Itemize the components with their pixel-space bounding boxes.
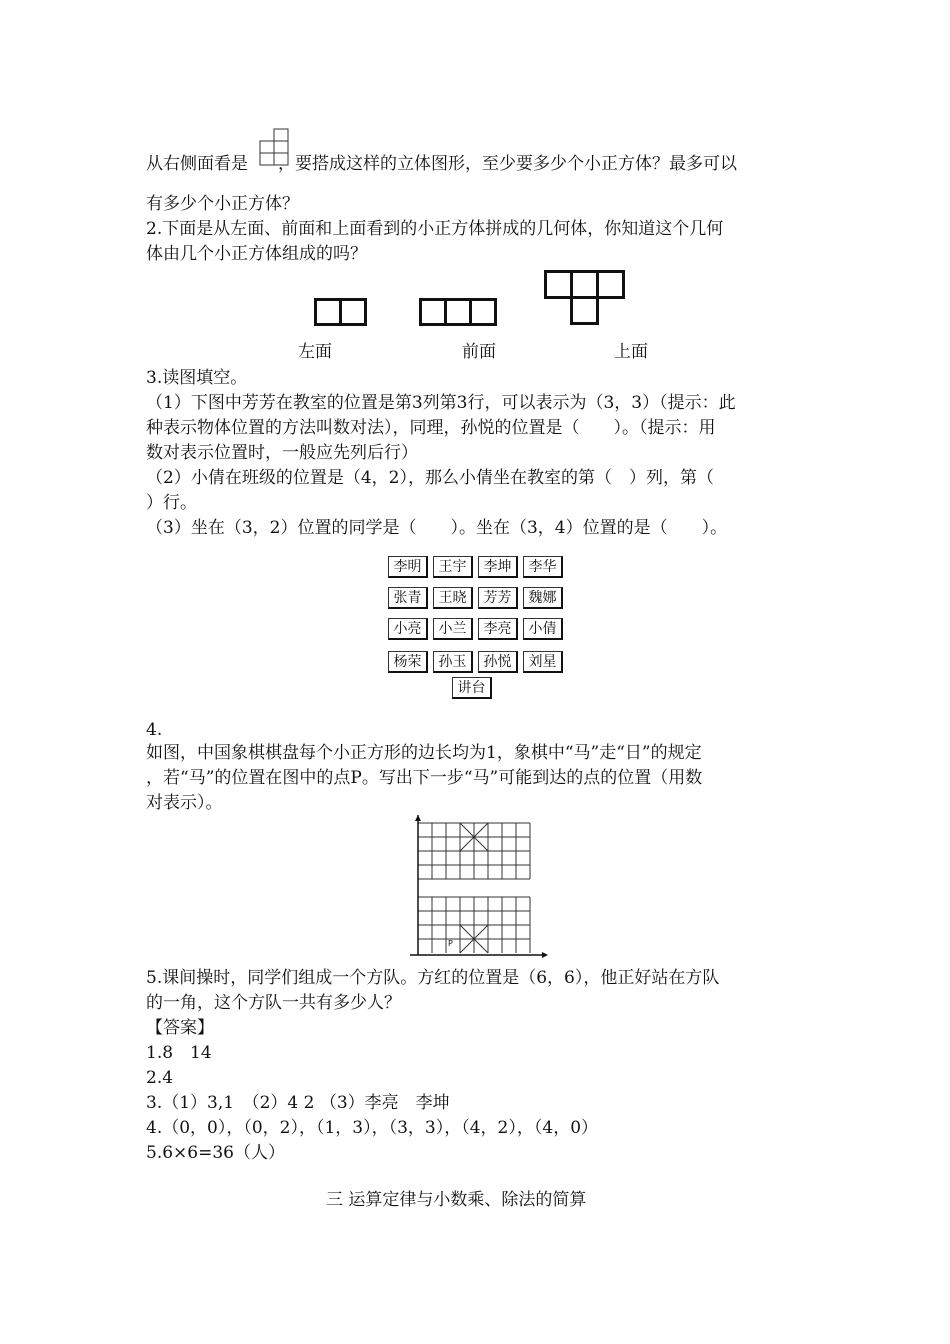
seating-chart xyxy=(388,556,568,702)
q4-line2: ，若“马”的位置在图中的点P。写出下一步“马”可能到达的点的位置（用数 xyxy=(146,768,703,788)
q3-p1-line3: 数对表示位置时，一般应先列后行） xyxy=(146,443,418,463)
front-view-figure xyxy=(419,298,499,328)
chess-board xyxy=(408,815,548,960)
q2-line1: 2.下面是从左面、前面和上面看到的小正方体拼成的几何体，你知道这个几何 xyxy=(146,219,724,239)
q4-line1: 如图，中国象棋棋盘每个小正方形的边长均为1，象棋中“马”走“日”的规定 xyxy=(146,743,702,763)
q4-line3: 对表示）。 xyxy=(146,793,223,813)
answer-4: 4.（0，0），（0，2），（1，3），（3，3），（4，2），（4，0） xyxy=(146,1118,599,1138)
q3-p2-line2: ）行。 xyxy=(146,493,197,513)
answer-2: 2.4 xyxy=(146,1068,174,1088)
section-title: 三 运算定律与小数乘、除法的简算 xyxy=(326,1190,587,1210)
seat: 王宇 xyxy=(433,556,473,578)
q3-p2-line1: （2）小倩在班级的位置是（4，2），那么小倩坐在教室的第（ ）列，第（ xyxy=(146,468,714,488)
seat: 小兰 xyxy=(433,618,473,640)
point-p-label: P xyxy=(448,939,453,948)
seat: 李明 xyxy=(388,556,428,578)
seat: 李华 xyxy=(523,556,563,578)
seat: 魏娜 xyxy=(523,587,563,609)
q1-text-prefix: 从右侧面看是 xyxy=(146,154,248,174)
answers-title: 【答案】 xyxy=(146,1018,214,1038)
label-left-view: 左面 xyxy=(298,342,332,362)
seat: 杨荣 xyxy=(388,651,428,673)
label-front-view: 前面 xyxy=(462,342,496,362)
q3-p1-line2: 种表示物体位置的方法叫数对法），同理，孙悦的位置是（ ）。（提示：用 xyxy=(146,418,716,438)
q1-line2: 有多少个小正方体？ xyxy=(146,194,299,214)
seat: 小倩 xyxy=(523,618,563,640)
seat: 孙悦 xyxy=(478,651,518,673)
q5-line1: 5.课间操时，同学们组成一个方队。方红的位置是（6，6），他正好站在方队 xyxy=(146,968,720,988)
q4-number: 4. xyxy=(146,720,163,740)
podium: 讲台 xyxy=(452,677,492,699)
seat: 刘星 xyxy=(523,651,563,673)
q3-p1-line1: （1）下图中芳芳在教室的位置是第3列第3行，可以表示为（3，3）（提示：此 xyxy=(146,393,736,413)
answer-1: 1.8 14 xyxy=(146,1043,212,1063)
q3-p3-line1: （3）坐在（3，2）位置的同学是（ ）。坐在（3，4）位置的是（ ）。 xyxy=(146,518,728,538)
q1-text-suffix: ，要搭成这样的立体图形，至少要多少个小正方体？最多可以 xyxy=(278,154,737,174)
q5-line2: 的一角，这个方队一共有多少人？ xyxy=(146,993,401,1013)
q2-line2: 体由几个小正方体组成的吗？ xyxy=(146,244,367,264)
answer-3: 3.（1）3,1 （2）4 2 （3）李亮 李坤 xyxy=(146,1093,450,1113)
seat: 李坤 xyxy=(478,556,518,578)
seat: 王晓 xyxy=(433,587,473,609)
q1-line1 xyxy=(146,152,737,176)
seat: 小亮 xyxy=(388,618,428,640)
seat: 芳芳 xyxy=(478,587,518,609)
top-view-figure xyxy=(544,270,628,328)
side-view-figure xyxy=(259,128,291,168)
answer-5: 5.6×6=36（人） xyxy=(146,1143,285,1163)
label-top-view: 上面 xyxy=(614,342,648,362)
left-view-figure xyxy=(314,298,368,328)
seat: 李亮 xyxy=(478,618,518,640)
seat: 张青 xyxy=(388,587,428,609)
seat: 孙玉 xyxy=(433,651,473,673)
q3-title: 3.读图填空。 xyxy=(146,368,248,388)
